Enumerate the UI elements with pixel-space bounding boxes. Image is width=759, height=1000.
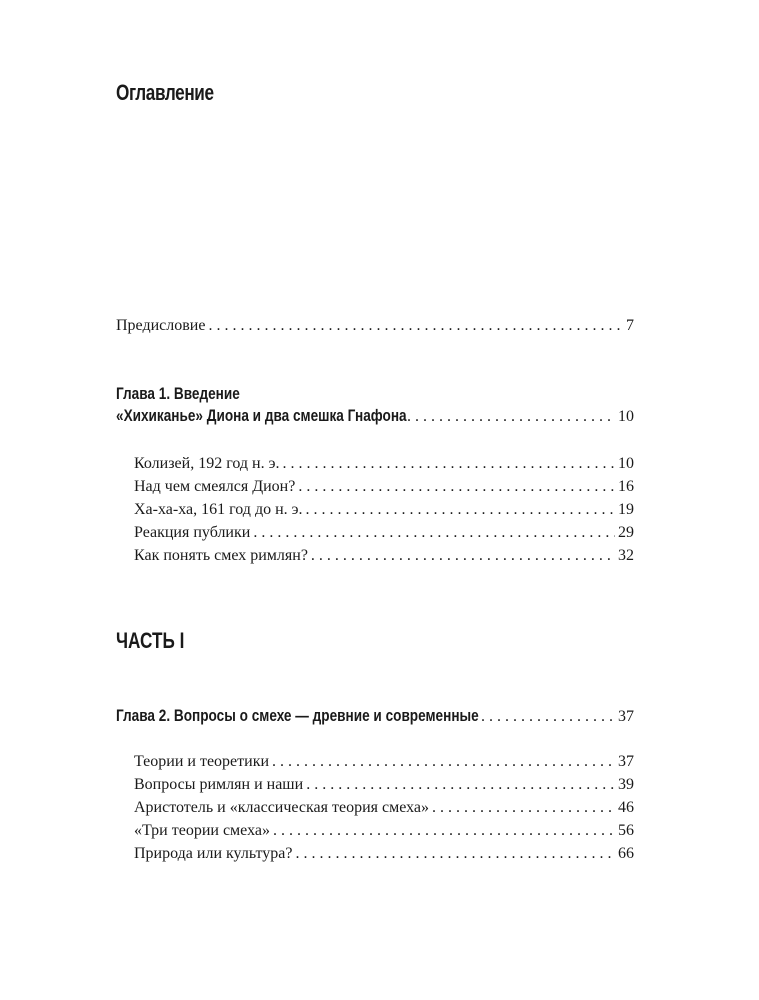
- dot-leader: [311, 546, 615, 566]
- dot-leader: [481, 707, 615, 727]
- dot-leader: [432, 798, 615, 818]
- toc-entry-section[interactable]: «Три теории смеха» . . . 56: [134, 821, 634, 841]
- dot-leader: [298, 477, 615, 497]
- toc-entry-label: Глава 2. Вопросы о смехе — древние и современные: [116, 706, 479, 725]
- toc-entry-preface[interactable]: [116, 316, 634, 336]
- dot-leader: [253, 523, 615, 543]
- dot-leader: [208, 316, 623, 336]
- toc-entry-chapter-1[interactable]: [116, 406, 634, 427]
- toc-entry-page: 10: [618, 408, 634, 425]
- toc-entry-section[interactable]: Теории и теоретики . . . 37: [134, 752, 634, 772]
- toc-entry-section[interactable]: Ха-ха-ха, 161 год до н. э. . . . 19: [134, 500, 634, 520]
- part-title: ЧАСТЬ I: [116, 628, 185, 653]
- dot-leader: [272, 752, 615, 772]
- dot-leader: [306, 775, 615, 795]
- toc-entry-section[interactable]: Реакция публики . . . 29: [134, 523, 634, 543]
- toc-entry-section[interactable]: Как понять смех римлян? . . . 32: [134, 546, 634, 566]
- dot-leader: [282, 454, 615, 474]
- toc-entry-section[interactable]: Над чем смеялся Дион? . . . 16: [134, 477, 634, 497]
- toc-entry-page: 37: [618, 708, 634, 725]
- toc-entry-section[interactable]: Вопросы римлян и наши . . . 39: [134, 775, 634, 795]
- toc-entry-section[interactable]: Колизей, 192 год н. э. . . . 10: [134, 454, 634, 474]
- toc-entry-section[interactable]: Природа или культура? . . . 66: [134, 844, 634, 864]
- toc-entry-label: «Хихиканье» Диона и два смешка Гнафона: [116, 406, 407, 425]
- dot-leader: [273, 821, 615, 841]
- toc-entry-chapter-2[interactable]: [116, 706, 634, 727]
- dot-leader: [399, 407, 615, 427]
- page-title: Оглавление: [116, 80, 214, 105]
- dot-leader: [306, 500, 615, 520]
- chapter-1-heading: Глава 1. Введение: [116, 384, 240, 403]
- toc-entry-label: Предисловие: [116, 317, 206, 334]
- dot-leader: [296, 844, 615, 864]
- toc-entry-section[interactable]: Аристотель и «классическая теория смеха» . . . 46: [134, 798, 634, 818]
- toc-entry-page: 7: [626, 317, 634, 334]
